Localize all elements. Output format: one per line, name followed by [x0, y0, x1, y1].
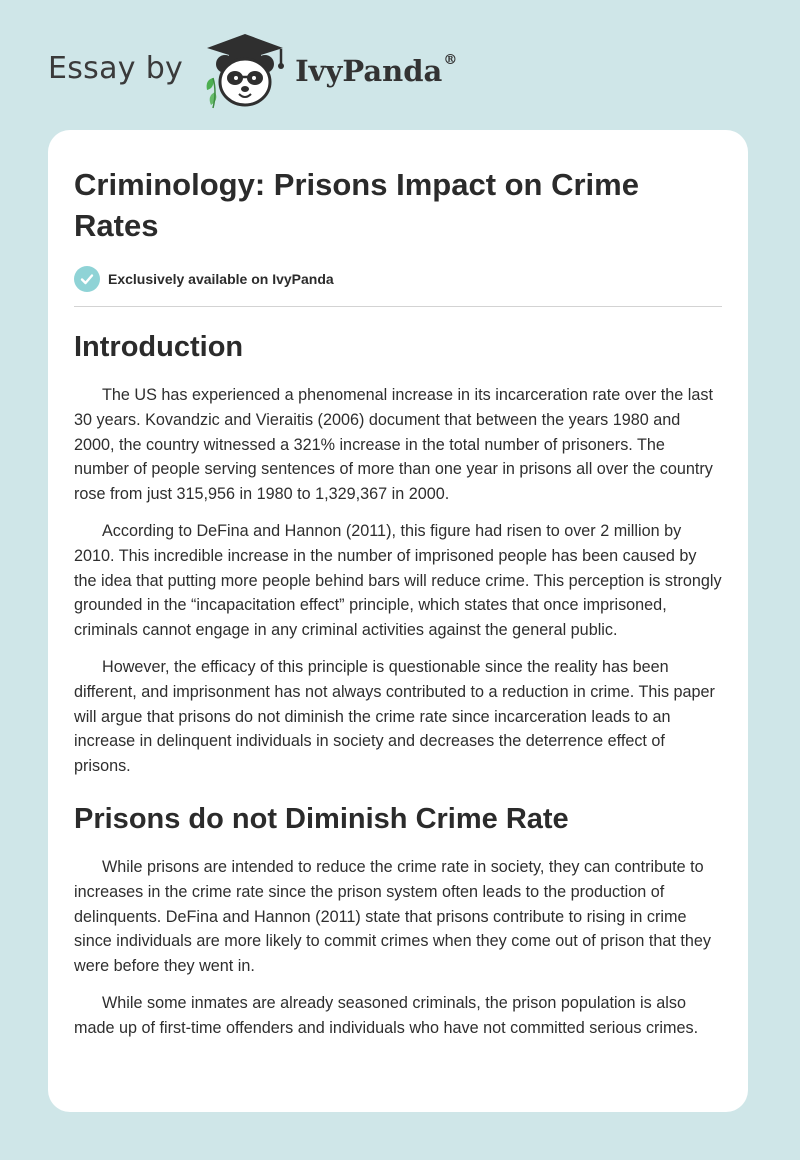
brand-name[interactable]: IvyPanda® — [295, 52, 458, 88]
site-header — [48, 30, 457, 110]
essay-card — [48, 130, 748, 1112]
paragraph: While prisons are intended to reduce the crime rate in society, they can contribute to increases in the crime rate since the prison system often leads to the production of delinquents. DeFina and Hannon (2011) state that prisons contribute to rising in crime since individuals are more likely to commit crimes when they come out of prison that they were before they went in. — [74, 857, 711, 976]
paragraph: The US has experienced a phenomenal increase in its incarceration rate over the last 30 years. Kovandzic and Vieraitis (2006) document that between the years 1980 and 2000, the country witnessed a 321% increase in the total number of prisoners. The number of people serving sentences of more than one year in prisons all over the country rose from just 315,956 in 1980 to 1,329,367 in 2000. — [74, 386, 713, 504]
registered-mark: ® — [443, 52, 458, 68]
section-heading-introduction: Introduction — [74, 331, 244, 363]
check-icon — [74, 266, 100, 292]
essay-title: Criminology: Prisons Impact on Crime Rates — [74, 167, 639, 243]
exclusive-badge — [74, 266, 722, 307]
essay-by-label: Essay by — [48, 50, 184, 86]
panda-logo-icon[interactable] — [199, 30, 291, 110]
paragraph: However, the efficacy of this principle is questionable since the reality has been different, and imprisonment has not always contributed to a reduction in crime. This paper will argue that prisons do not diminish the crime rate since incarceration leads to an increase in delinquent individuals in society and decreases the deterrence effect of prisons. — [74, 657, 715, 776]
paragraph: According to DeFina and Hannon (2011), this figure had risen to over 2 million by 2010. This incredible increase in the number of imprisoned people has been caused by the idea that putting more people behind bars will reduce crime. This perception is strongly grounded in the “incapacitation effect” principle, which states that once imprisoned, criminals cannot engage in any criminal activities against the general public. — [74, 521, 722, 640]
badge-text: Exclusively available on IvyPanda — [108, 271, 334, 287]
section-heading-prisons: Prisons do not Diminish Crime Rate — [74, 802, 569, 835]
paragraph: While some inmates are already seasoned criminals, the prison population is also made up of first-time offenders and individuals who have not committed serious crimes. — [74, 993, 699, 1037]
